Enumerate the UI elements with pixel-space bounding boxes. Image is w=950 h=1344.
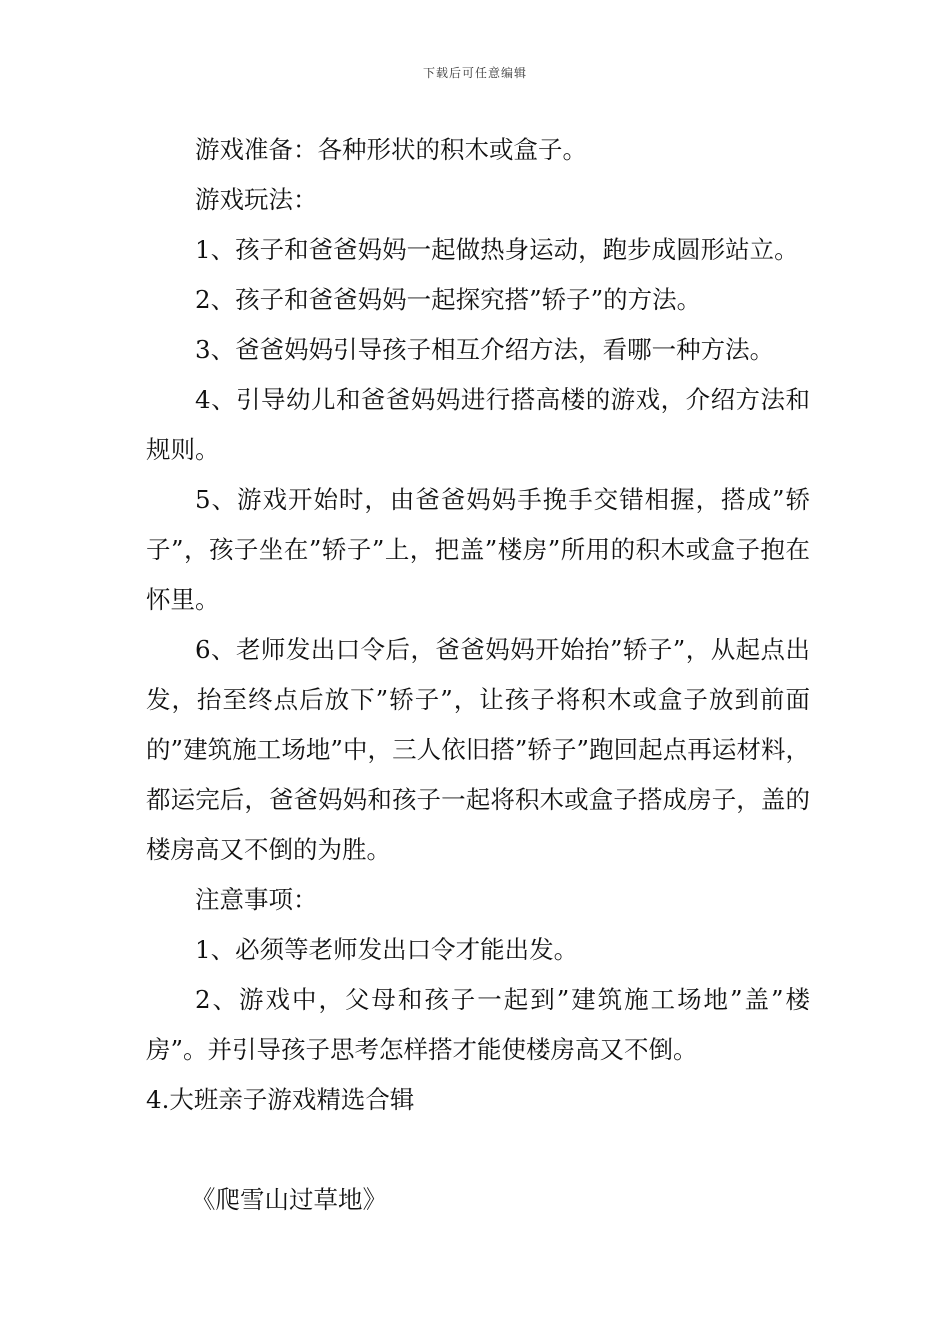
paragraph-step-4: 4、引导幼儿和爸爸妈妈进行搭高楼的游戏，介绍方法和规则。 [146,385,810,464]
section-heading: 4.大班亲子游戏精选合辑 [146,1085,415,1114]
paragraph-note-1: 1、必须等老师发出口令才能出发。 [195,935,579,964]
paragraph-step-3: 3、爸爸妈妈引导孩子相互介绍方法，看哪一种方法。 [195,335,775,364]
paragraph-step-1: 1、孩子和爸爸妈妈一起做热身运动，跑步成圆形站立。 [195,235,799,264]
paragraph-step-5: 5、游戏开始时，由爸爸妈妈手挽手交错相握，搭成”轿子”，孩子坐在”轿子”上，把盖”楼房”所用的积木或盒子抱在怀里。 [146,485,810,614]
paragraph-note-2: 2、游戏中，父母和孩子一起到”建筑施工场地”盖”楼房”。并引导孩子思考怎样搭才能使楼房高又不倒。 [146,985,810,1064]
page-header-note: 下载后可任意编辑 [422,66,527,80]
game-title: 《爬雪山过草地》 [191,1185,387,1214]
paragraph-gameplay-heading: 游戏玩法： [195,185,318,214]
document-body [146,125,810,1225]
paragraph-step-6: 6、老师发出口令后，爸爸妈妈开始抬”轿子”，从起点出发，抬至终点后放下”轿子”，让孩子将积木或盒子放到前面的”建筑施工场地”中，三人依旧搭”轿子”跑回起点再运材料，都运完后，爸爸妈妈和孩子一起将积木或盒子搭成房子，盖的楼房高又不倒的为胜。 [146,635,810,864]
spacer [146,1125,810,1175]
paragraph-notes-heading: 注意事项： [195,885,318,914]
paragraph-step-2: 2、孩子和爸爸妈妈一起探究搭”轿子”的方法。 [195,285,702,314]
paragraph-preparation: 游戏准备：各种形状的积木或盒子。 [195,135,587,164]
